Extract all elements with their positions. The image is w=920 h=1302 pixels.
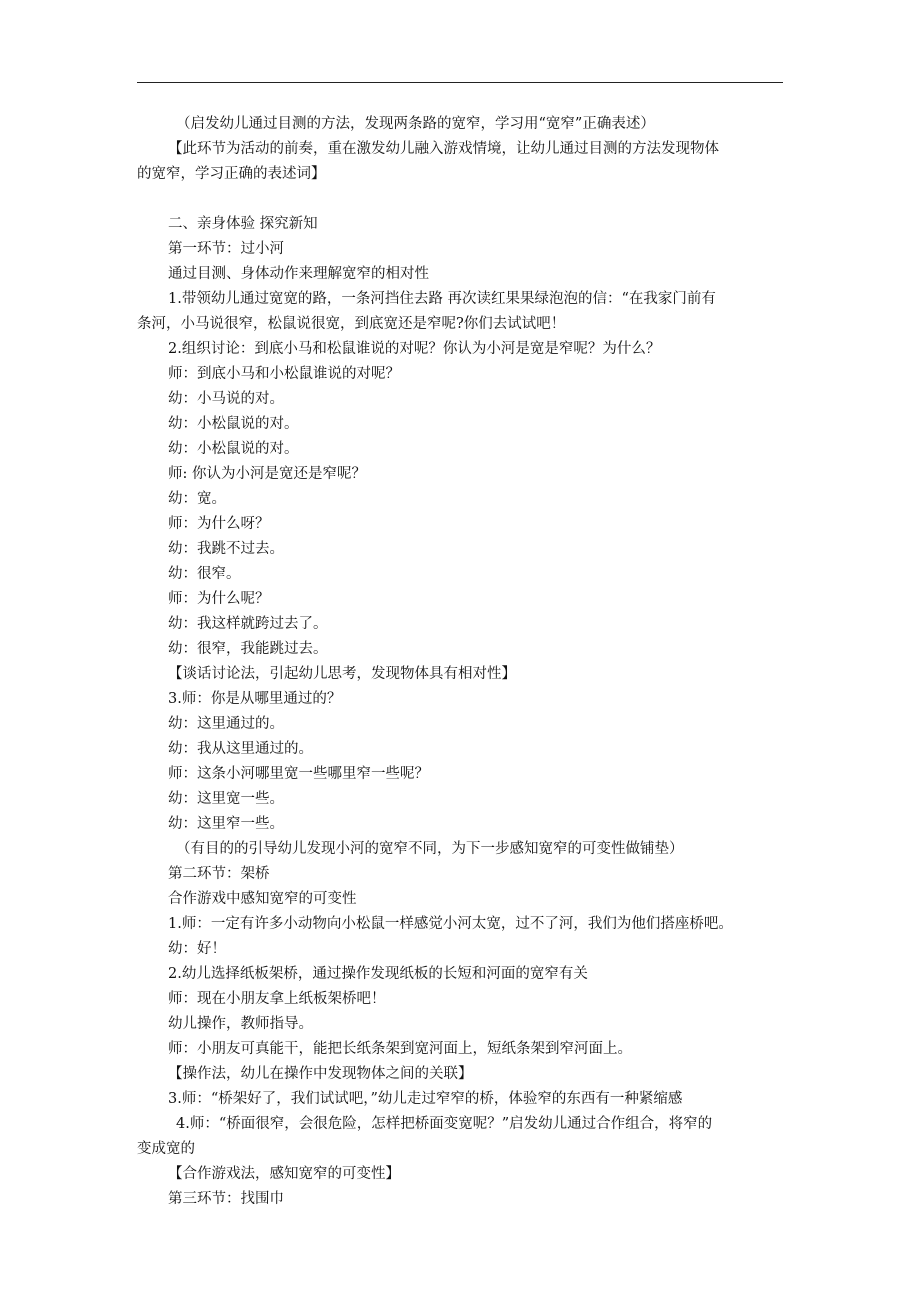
method-note: 【操作法，幼儿在操作中发现物体之间的关联】 xyxy=(168,1066,473,1082)
text-line: 合作游戏中感知宽窄的可变性 xyxy=(168,891,357,907)
dialogue-line: 幼：小松鼠说的对。 xyxy=(168,416,299,432)
text-line: 1.师：一定有许多小动物向小松鼠一样感觉小河太宽，过不了河，我们为他们搭座桥吧。 xyxy=(168,916,733,932)
method-note: 【谈话讨论法，引起幼儿思考，发现物体具有相对性】 xyxy=(168,666,516,682)
text-line: 4.师：“桥面很窄，会很危险，怎样把桥面变宽呢？”启发幼儿通过合作组合，将窄的 xyxy=(176,1116,713,1132)
dialogue-line: 师：这条小河哪里宽一些哪里窄一些呢？ xyxy=(168,766,429,782)
text-line: 3.师：你是从哪里通过的？ xyxy=(168,691,342,707)
text-line: 【此环节为活动的前奏，重在激发幼儿融入游戏情境，让幼儿通过目测的方法发现物体 xyxy=(168,141,719,157)
method-note: 【合作游戏法，感知宽窄的可变性】 xyxy=(168,1166,400,1182)
dialogue-line: 幼：好！ xyxy=(168,941,226,957)
dialogue-line: 幼：很窄。 xyxy=(168,566,241,582)
document-body xyxy=(137,112,784,1212)
text-line: （启发幼儿通过目测的方法，发现两条路的宽窄，学习用“宽窄”正确表述） xyxy=(176,116,655,132)
text-line: 2.组织讨论：到底小马和松鼠谁说的对呢？你认为小河是宽是窄呢？为什么？ xyxy=(168,341,661,357)
dialogue-line: 师：到底小马和小松鼠谁说的对呢？ xyxy=(168,366,400,382)
subsection-heading: 第二环节：架桥 xyxy=(168,866,270,882)
dialogue-line: 幼：这里宽一些。 xyxy=(168,791,284,807)
text-line: 幼儿操作，教师指导。 xyxy=(168,1016,313,1032)
blank-line xyxy=(168,187,784,212)
dialogue-line: 幼：小松鼠说的对。 xyxy=(168,441,299,457)
subsection-heading: 第一环节：过小河 xyxy=(168,241,284,257)
dialogue-line: 幼：小马说的对。 xyxy=(168,391,284,407)
text-line: 条河，小马说很窄，松鼠说很宽，到底宽还是窄呢?你们去试试吧！ xyxy=(137,316,566,332)
dialogue-line: 幼：我这样就跨过去了。 xyxy=(168,616,328,632)
dialogue-line: 师：为什么呢？ xyxy=(168,591,270,607)
dialogue-line: 幼：我跳不过去。 xyxy=(168,541,284,557)
dialogue-line: 幼：这里通过的。 xyxy=(168,716,284,732)
dialogue-line: 师：小朋友可真能干，能把长纸条架到宽河面上，短纸条架到窄河面上。 xyxy=(168,1041,632,1057)
text-line: 的宽窄，学习正确的表述词】 xyxy=(137,166,326,182)
text-line: 变成宽的 xyxy=(137,1141,195,1157)
text-line: （有目的的引导幼儿发现小河的宽窄不同，为下一步感知宽窄的可变性做铺垫） xyxy=(176,841,684,857)
text-line: 通过目测、身体动作来理解宽窄的相对性 xyxy=(168,266,429,282)
dialogue-line: 幼：很窄，我能跳过去。 xyxy=(168,641,328,657)
dialogue-line: 幼：我从这里通过的。 xyxy=(168,741,313,757)
dialogue-line: 幼：这里窄一些。 xyxy=(168,816,284,832)
dialogue-line: 师: 你认为小河是宽还是窄呢？ xyxy=(168,466,366,482)
section-heading: 二、亲身体验 探究新知 xyxy=(168,216,318,232)
text-line: 3.师：“桥架好了，我们试试吧，”幼儿走过窄窄的桥，体验窄的东西有一种紧缩感 xyxy=(168,1091,683,1107)
text-line: 2.幼儿选择纸板架桥，通过操作发现纸板的长短和河面的宽窄有关 xyxy=(168,966,588,982)
dialogue-line: 师：为什么呀？ xyxy=(168,516,270,532)
subsection-heading: 第三环节：找围巾 xyxy=(168,1191,284,1207)
header-rule xyxy=(137,82,783,83)
dialogue-line: 幼：宽。 xyxy=(168,491,226,507)
text-line: 1.带领幼儿通过宽宽的路，一条河挡住去路 再次读红果果绿泡泡的信：“在我家门前有 xyxy=(168,291,716,307)
dialogue-line: 师：现在小朋友拿上纸板架桥吧！ xyxy=(168,991,386,1007)
